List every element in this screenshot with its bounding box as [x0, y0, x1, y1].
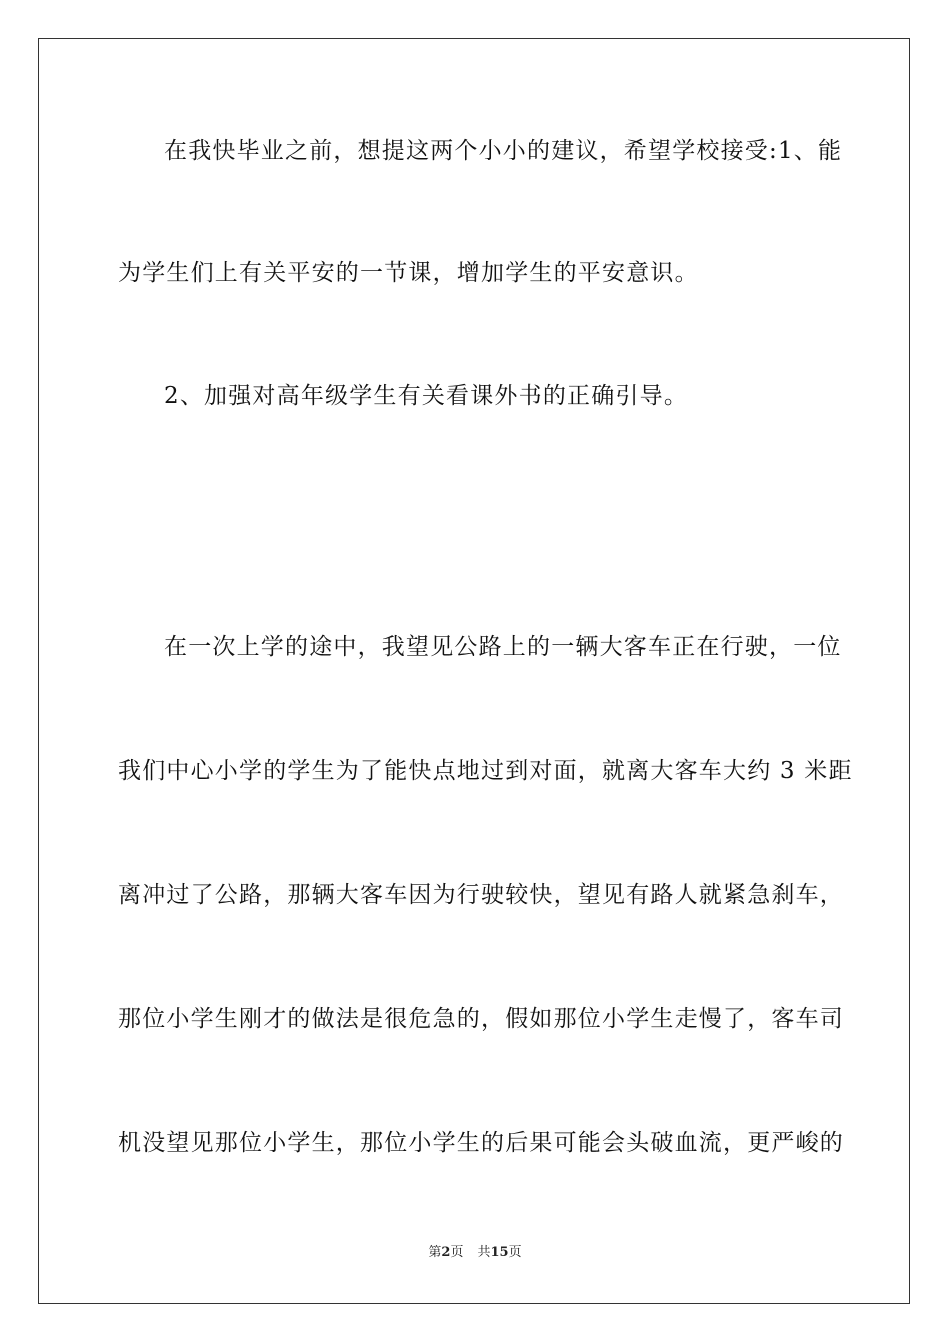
total-suffix: 页 [508, 1245, 522, 1260]
paragraph-3-line-4: 那位小学生刚才的做法是很危急的，假如那位小学生走慢了，客车司 [118, 1006, 844, 1032]
paragraph-3-line-5: 机没望见那位小学生，那位小学生的后果可能会头破血流，更严峻的 [118, 1130, 844, 1156]
total-pages: 15 [490, 1245, 509, 1260]
paragraph-3-line-3: 离冲过了公路，那辆大客车因为行驶较快，望见有路人就紧急刹车， [118, 882, 844, 908]
page-suffix: 页 [450, 1245, 464, 1260]
paragraph-3-line-1: 在一次上学的途中，我望见公路上的一辆大客车正在行驶，一位 [164, 634, 842, 660]
page-border [38, 38, 910, 1304]
paragraph-3-line-2: 我们中心小学的学生为了能快点地过到对面，就离大客车大约 3 米距 [118, 758, 853, 784]
page-footer [0, 1244, 950, 1262]
total-prefix: 共 [477, 1245, 491, 1260]
paragraph-1-line-1: 在我快毕业之前，想提这两个小小的建议，希望学校接受:1、能 [164, 138, 843, 164]
page-number: 2 [441, 1245, 451, 1260]
paragraph-2-line-1: 2、加强对高年级学生有关看课外书的正确引导。 [164, 383, 689, 409]
paragraph-1-line-2: 为学生们上有关平安的一节课，增加学生的平安意识。 [118, 260, 699, 286]
page-prefix: 第 [428, 1245, 442, 1260]
